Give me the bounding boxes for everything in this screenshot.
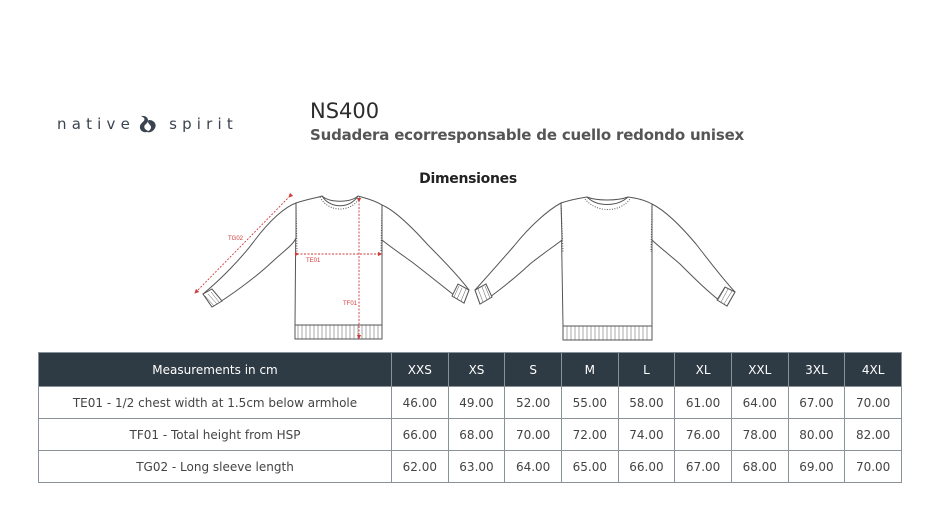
header-size-xxl: XXL bbox=[731, 353, 788, 387]
header-size-xl: XL bbox=[675, 353, 732, 387]
sweatshirt-front bbox=[203, 196, 469, 339]
header-size-s: S bbox=[505, 353, 562, 387]
brand-word-spirit: spirit bbox=[169, 115, 238, 133]
table-header-row bbox=[39, 353, 902, 387]
table-cell: 46.00 bbox=[392, 387, 449, 419]
section-title: Dimensiones bbox=[419, 171, 517, 187]
header-size-xxs: XXS bbox=[392, 353, 449, 387]
table-cell: 70.00 bbox=[505, 419, 562, 451]
size-chart-table bbox=[38, 352, 902, 483]
table-row bbox=[39, 419, 902, 451]
table-cell: 49.00 bbox=[448, 387, 505, 419]
table-cell: 61.00 bbox=[675, 387, 732, 419]
header-size-m: M bbox=[561, 353, 618, 387]
sweatshirt-back bbox=[475, 197, 735, 340]
header-measurements: Measurements in cm bbox=[39, 353, 392, 387]
table-cell: 74.00 bbox=[618, 419, 675, 451]
table-row bbox=[39, 387, 902, 419]
table-cell: 52.00 bbox=[505, 387, 562, 419]
table-cell: 70.00 bbox=[845, 451, 902, 483]
table-cell: 63.00 bbox=[448, 451, 505, 483]
table-cell: 64.00 bbox=[731, 387, 788, 419]
header-size-4xl: 4XL bbox=[845, 353, 902, 387]
label-te01: TE01 bbox=[306, 258, 321, 264]
table-cell: 68.00 bbox=[731, 451, 788, 483]
table-cell: 78.00 bbox=[731, 419, 788, 451]
row-label: TE01 - 1/2 chest width at 1.5cm below armhole bbox=[39, 387, 392, 419]
header-size-3xl: 3XL bbox=[788, 353, 845, 387]
product-name: Sudadera ecorresponsable de cuello redondo unisex bbox=[310, 126, 745, 144]
row-label: TF01 - Total height from HSP bbox=[39, 419, 392, 451]
table-cell: 58.00 bbox=[618, 387, 675, 419]
table-cell: 68.00 bbox=[448, 419, 505, 451]
table-cell: 70.00 bbox=[845, 387, 902, 419]
table-cell: 66.00 bbox=[618, 451, 675, 483]
table-cell: 69.00 bbox=[788, 451, 845, 483]
header-size-xs: XS bbox=[448, 353, 505, 387]
table-cell: 62.00 bbox=[392, 451, 449, 483]
table-cell: 67.00 bbox=[788, 387, 845, 419]
table-cell: 67.00 bbox=[675, 451, 732, 483]
table-cell: 80.00 bbox=[788, 419, 845, 451]
table-cell: 64.00 bbox=[505, 451, 562, 483]
label-tf01: TF01 bbox=[343, 301, 358, 307]
brand-word-native: native bbox=[57, 115, 136, 133]
table-cell: 82.00 bbox=[845, 419, 902, 451]
header-size-l: L bbox=[618, 353, 675, 387]
table-cell: 65.00 bbox=[561, 451, 618, 483]
row-label: TG02 - Long sleeve length bbox=[39, 451, 392, 483]
label-tg02: TG02 bbox=[228, 236, 244, 242]
table-cell: 66.00 bbox=[392, 419, 449, 451]
product-code: NS400 bbox=[310, 99, 380, 123]
table-cell: 76.00 bbox=[675, 419, 732, 451]
table-cell: 55.00 bbox=[561, 387, 618, 419]
table-row bbox=[39, 451, 902, 483]
table-cell: 72.00 bbox=[561, 419, 618, 451]
